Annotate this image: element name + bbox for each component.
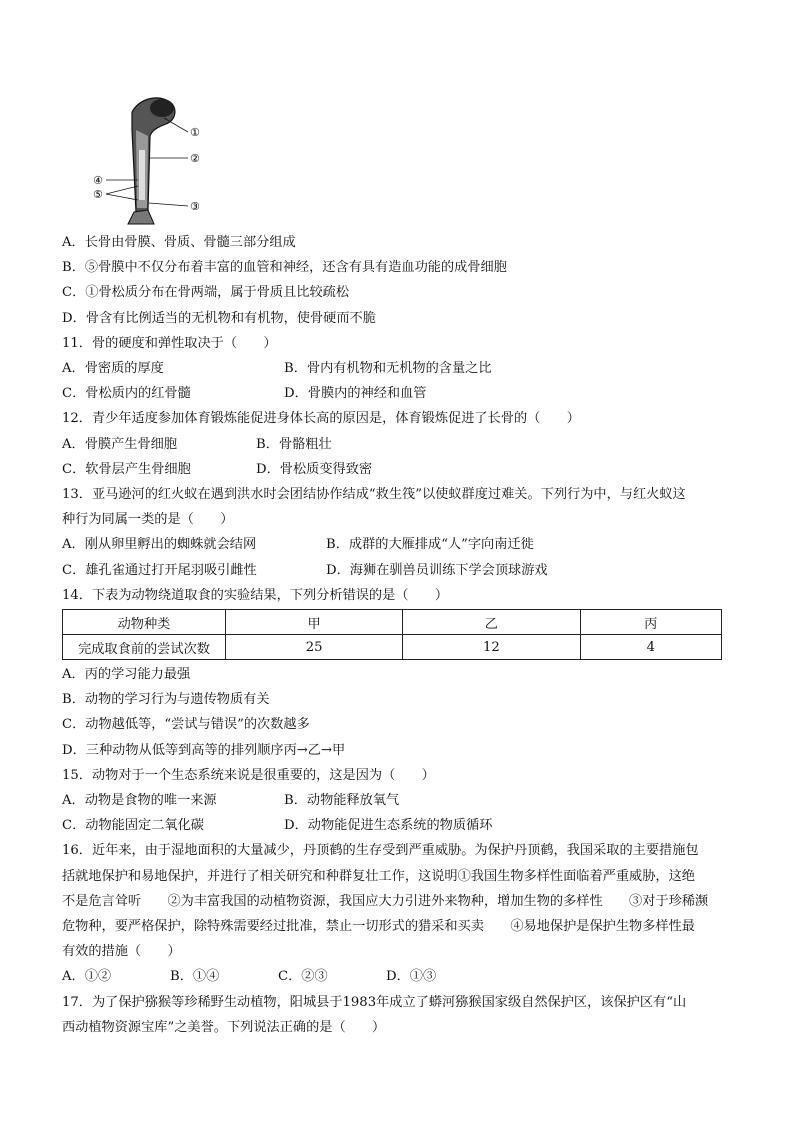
figure-label-3: ③ — [190, 200, 200, 213]
q16-stem-line1: 16．近年来，由于湿地面积的大量减少，丹顶鹤的生存受到严重威胁。为保护丹顶鹤，我国采取的主要措施包 — [62, 843, 699, 859]
table-cell: 4 — [580, 635, 721, 660]
q15-options-row1 — [62, 788, 734, 813]
table-header-cell: 动物种类 — [63, 610, 226, 635]
q16-stem-line3: 不是危言耸听 ②为丰富我国的动植物资源，我国应大力引进外来物种，增加生物的多样性 ③对于珍稀濒 — [62, 893, 709, 909]
table-cell: 完成取食前的尝试次数 — [63, 635, 226, 660]
q14-option-b: B．动物的学习行为与遗传物质有关 — [62, 692, 270, 708]
q16-stem-line5: 有效的措施（ ） — [62, 944, 181, 960]
q12-option-b: B．骨骼粗壮 — [256, 436, 332, 452]
q13-options-row1 — [62, 532, 734, 557]
figure-label-1: ① — [190, 126, 200, 139]
q10-option-d: D．骨含有比例适当的无机物和有机物，使骨硬而不脆 — [62, 310, 376, 326]
q12-options-row2 — [62, 457, 734, 482]
q14-option-a: A．丙的学习能力最强 — [62, 667, 191, 683]
q13-option-b: B．成群的大雁排成“人”字向南迁徙 — [326, 537, 534, 553]
q10-option-a: A．长骨由骨膜、骨质、骨髓三部分组成 — [62, 235, 296, 250]
q15-option-b: B．动物能释放氧气 — [284, 793, 400, 809]
q11-options-row1 — [62, 356, 734, 381]
table-header-cell: 丙 — [580, 610, 721, 635]
q10-option-c: C．①骨松质分布在骨两端，属于骨质且比较疏松 — [62, 285, 350, 301]
q16-options-row — [62, 964, 734, 989]
q12-option-a: A．骨膜产生骨细胞 — [62, 436, 178, 452]
q17-stem-line2: 西动植物资源宝库”之美誉。下列说法正确的是（ ） — [62, 1019, 386, 1035]
q16-stem-line2: 括就地保护和易地保护，并进行了相关研究和种群复壮工作，这说明①我国生物多样性面临着严重威胁，这绝 — [62, 868, 695, 884]
q12-option-c: C．软骨层产生骨细胞 — [62, 461, 191, 477]
q13-option-d: D．海狮在驯兽员训练下学会顶球游戏 — [326, 562, 548, 578]
q11-options-row2 — [62, 381, 734, 406]
figure-label-4: ④ — [93, 174, 103, 187]
q12-option-d: D．骨松质变得致密 — [256, 461, 373, 477]
q13-option-c: C．雄孔雀通过打开尾羽吸引雌性 — [62, 562, 257, 578]
q15-option-d: D．动物能促进生态系统的物质循环 — [284, 818, 493, 834]
q11-stem: 11．骨的硬度和弹性取决于（ ） — [62, 335, 277, 351]
q16-stem-line4: 危物种，要严格保护，除特殊需要经过批准，禁止一切形式的猎采和买卖 ④易地保护是保护生物多样性最 — [62, 919, 695, 935]
q14-option-c: C．动物越低等，“尝试与错误”的次数越多 — [62, 717, 310, 733]
q11-option-c: C．骨松质内的红骨髓 — [62, 386, 191, 402]
long-bone-illustration — [92, 90, 222, 230]
q17-stem-line1: 17．为了保护猕猴等珍稀野生动植物，阳城县于1983年成立了蟒河猕猴国家级自然保护区，该保护区有“山 — [62, 994, 687, 1010]
q15-option-c: C．动物能固定二氧化碳 — [62, 818, 204, 834]
q13-stem-line2: 种行为同属一类的是（ ） — [62, 512, 234, 528]
q13-options-row2 — [62, 558, 734, 583]
q16-option-c: C．②③ — [278, 969, 328, 985]
exam-page — [62, 90, 734, 1040]
q13-option-a: A．刚从卵里孵出的蜘蛛就会结网 — [62, 537, 257, 553]
q11-option-b: B．骨内有机物和无机物的含量之比 — [284, 361, 492, 377]
q15-options-row2 — [62, 813, 734, 838]
figure-label-5: ⑤ — [93, 188, 103, 201]
q12-stem: 12．青少年适度参加体育锻炼能促进身体长高的原因是，体育锻炼促进了长骨的（ ） — [62, 411, 580, 427]
q14-option-d: D．三种动物从低等到高等的排列顺序丙→乙→甲 — [62, 742, 346, 758]
q16-option-b: B．①④ — [170, 969, 220, 985]
table-cell: 12 — [403, 635, 580, 660]
table-row — [63, 635, 722, 660]
q15-stem: 15．动物对于一个生态系统来说是很重要的，这是因为（ ） — [62, 767, 435, 783]
q11-option-a: A．骨密质的厚度 — [62, 361, 164, 377]
q11-option-d: D．骨膜内的神经和血管 — [284, 386, 427, 402]
table-header-cell: 乙 — [403, 610, 580, 635]
q15-option-a: A．动物是食物的唯一来源 — [62, 793, 217, 809]
table-header-cell: 甲 — [226, 610, 403, 635]
q14-stem: 14．下表为动物绕道取食的实验结果，下列分析错误的是（ ） — [62, 587, 449, 603]
q12-options-row1 — [62, 432, 734, 457]
q13-stem-line1: 13．亚马逊河的红火蚁在遇到洪水时会团结协作结成“救生筏”以使蚁群度过难关。下列行为中，与红火蚁这 — [62, 487, 686, 503]
long-bone-figure — [92, 90, 222, 230]
table-header-row — [63, 610, 722, 635]
q16-option-d: D．①③ — [386, 969, 437, 985]
figure-label-2: ② — [190, 152, 200, 165]
q10-option-b: B．⑤骨膜中不仅分布着丰富的血管和神经，还含有具有造血功能的成骨细胞 — [62, 260, 507, 276]
q16-option-a: A．①② — [62, 969, 112, 985]
table-cell: 25 — [226, 635, 403, 660]
q14-data-table — [62, 609, 722, 660]
